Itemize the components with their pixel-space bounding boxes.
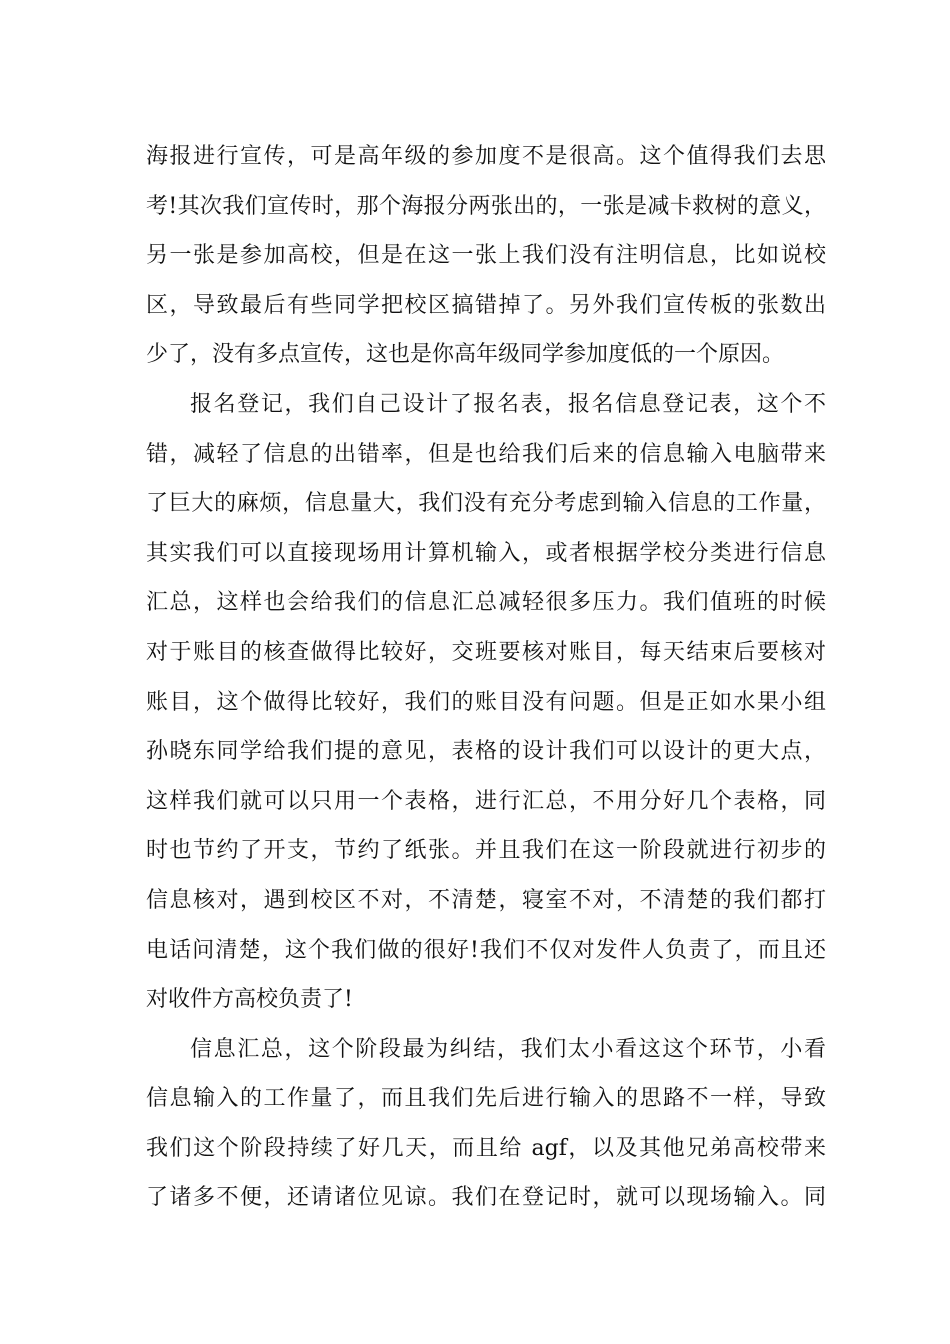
text-line: 我们这个阶段持续了好几天，而且给 agf，以及其他兄弟高校带来: [146, 1135, 826, 1161]
text-line: 对于账目的核查做得比较好，交班要核对账目，每天结束后要核对: [146, 639, 826, 665]
text-line: 信息汇总，这个阶段最为纠结，我们太小看这这个环节，小看: [190, 1036, 826, 1062]
text-line: 对收件方高校负责了!: [146, 987, 353, 1013]
paragraph: [146, 380, 826, 1025]
text-line: 报名登记，我们自己设计了报名表，报名信息登记表，这个不: [190, 391, 826, 417]
paragraph: [146, 132, 826, 380]
text-line: 另一张是参加高校，但是在这一张上我们没有注明信息，比如说校: [146, 243, 826, 269]
text-line: 区，导致最后有些同学把校区搞错掉了。另外我们宣传板的张数出: [146, 292, 826, 318]
body-text: [146, 132, 826, 1223]
paragraph: [146, 1025, 826, 1223]
text-line: 这样我们就可以只用一个表格，进行汇总，不用分好几个表格，同: [146, 788, 826, 814]
text-line: 信息输入的工作量了，而且我们先后进行输入的思路不一样，导致: [146, 1086, 826, 1112]
text-line: 了诸多不便，还请诸位见谅。我们在登记时，就可以现场输入。同: [146, 1185, 826, 1211]
text-line: 电话问清楚，这个我们做的很好!我们不仅对发件人负责了，而且还: [146, 937, 826, 963]
text-line: 少了，没有多点宣传，这也是你高年级同学参加度低的一个原因。: [146, 342, 785, 368]
text-line: 错，减轻了信息的出错率，但是也给我们后来的信息输入电脑带来: [146, 441, 826, 467]
text-line: 信息核对，遇到校区不对，不清楚，寝室不对，不清楚的我们都打: [146, 887, 826, 913]
text-line: 汇总，这样也会给我们的信息汇总减轻很多压力。我们值班的时候: [146, 590, 826, 616]
text-line: 了巨大的麻烦，信息量大，我们没有充分考虑到输入信息的工作量，: [146, 491, 826, 517]
text-line: 海报进行宣传，可是高年级的参加度不是很高。这个值得我们去思: [146, 144, 826, 169]
text-line: 时也节约了开支，节约了纸张。并且我们在这一阶段就进行初步的: [146, 838, 826, 864]
text-line: 其实我们可以直接现场用计算机输入，或者根据学校分类进行信息: [146, 540, 826, 566]
text-line: 孙晓东同学给我们提的意见，表格的设计我们可以设计的更大点，: [146, 739, 826, 765]
text-line: 账目，这个做得比较好，我们的账目没有问题。但是正如水果小组: [146, 689, 826, 715]
text-line: 考!其次我们宣传时，那个海报分两张出的，一张是减卡救树的意义，: [146, 193, 826, 219]
